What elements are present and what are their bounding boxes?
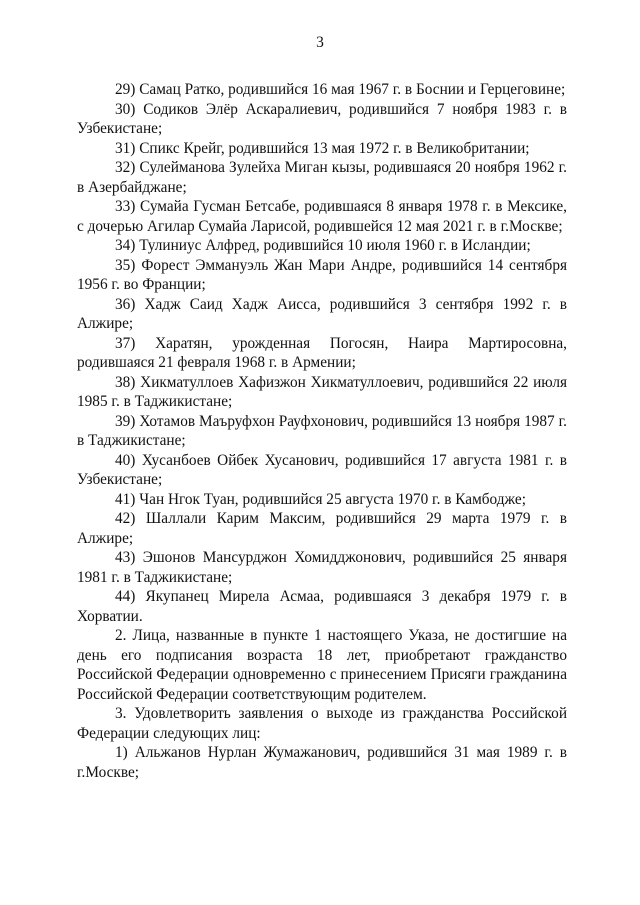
paragraph: 31) Спикс Крейг, родившийся 13 мая 1972 г. в Великобритании;: [115, 139, 530, 157]
paragraph: 2. Лица, названные в пункте 1 настоящего Указа, не достигшие на день его подписания возраста 18 лет, приобретают гражданство Российской Федерации одновременно с принесением Присяги гражданина Российской Федерации соответствующим родителем.: [77, 627, 567, 703]
paragraph: 41) Чан Нгок Туан, родившийся 25 августа 1970 г. в Камбодже;: [115, 490, 526, 508]
paragraph: 33) Сумайа Гусман Бетсабе, родившаяся 8 января 1978 г. в Мексике, с дочерью Агилар Сумайа Ларисой, родившейся 12 мая 2021 г. в г.Москве;: [77, 198, 567, 235]
paragraph: 3. Удовлетворить заявления о выходе из гражданства Российской Федерации следующих лиц:: [77, 705, 567, 742]
paragraph: 35) Форест Эммануэль Жан Мари Андре, родившийся 14 сентября 1956 г. во Франции;: [77, 256, 567, 293]
paragraph: 37) Харатян, урожденная Погосян, Наира Мартиросовна, родившаяся 21 февраля 1968 г. в Армении;: [77, 334, 567, 371]
paragraph: 44) Якупанец Мирела Асмаа, родившаяся 3 декабря 1979 г. в Хорватии.: [77, 588, 567, 625]
paragraph: 42) Шаллали Карим Максим, родившийся 29 марта 1979 г. в Алжире;: [77, 510, 567, 547]
paragraph: 39) Хотамов Маъруфхон Рауфхонович, родившийся 13 ноября 1987 г. в Таджикистане;: [77, 412, 567, 449]
document-body: [77, 80, 567, 782]
page-number: 3: [316, 34, 324, 51]
paragraph: 36) Хадж Саид Хадж Аисса, родившийся 3 сентября 1992 г. в Алжире;: [77, 295, 567, 332]
paragraph: 29) Самац Ратко, родившийся 16 мая 1967 г. в Боснии и Герцеговине;: [115, 81, 566, 98]
paragraph: 43) Эшонов Мансурджон Хомидджонович, родившийся 25 января 1981 г. в Таджикистане;: [77, 549, 567, 586]
paragraph: 34) Тулиниус Алфред, родившийся 10 июля 1960 г. в Исландии;: [115, 237, 531, 254]
paragraph: 32) Сулейманова Зулейха Миган кызы, родившаяся 20 ноября 1962 г. в Азербайджане;: [77, 159, 567, 196]
paragraph: 40) Хусанбоев Ойбек Хусанович, родившийся 17 августа 1981 г. в Узбекистане;: [77, 451, 567, 488]
paragraph: 38) Хикматуллоев Хафизжон Хикматуллоевич, родившийся 22 июля 1985 г. в Таджикистане;: [77, 373, 567, 410]
paragraph: 30) Содиков Элёр Аскаралиевич, родившийся 7 ноября 1983 г. в Узбекистане;: [77, 100, 567, 137]
paragraph: 1) Альжанов Нурлан Жумажанович, родившийся 31 мая 1989 г. в г.Москве;: [77, 744, 567, 781]
